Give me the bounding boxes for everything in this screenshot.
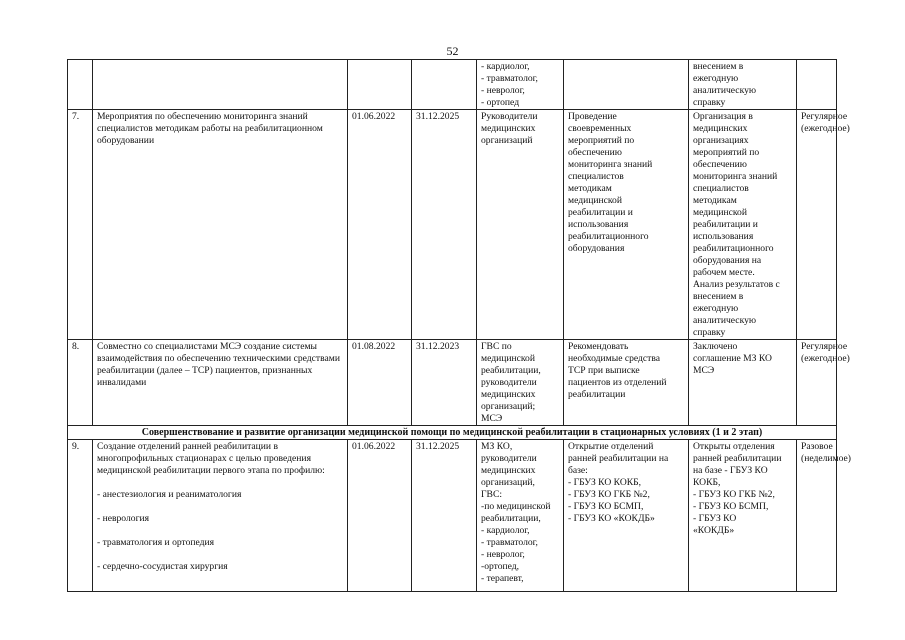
cell-line: организаций;	[481, 401, 536, 412]
cell-line: - ГБУЗ КО БСМП,	[693, 501, 769, 512]
cell-line: - терапевт,	[481, 573, 524, 584]
cell-frequency	[797, 340, 850, 426]
cell-activity	[93, 60, 348, 110]
activity-item: - травматология и ортопедия	[97, 537, 215, 548]
cell-line: МСЭ	[481, 413, 503, 424]
activity-item: - неврология	[97, 513, 150, 524]
cell-line: на базе - ГБУЗ КО	[693, 465, 768, 476]
cell-line: Разовое	[801, 441, 833, 452]
cell-end-date	[412, 60, 477, 110]
cell-line: -по медицинской	[481, 501, 551, 512]
cell-expected-result	[564, 60, 689, 110]
cell-line: медицинских	[481, 123, 536, 134]
cell-line: Организация в	[693, 111, 753, 122]
cell-start-date	[348, 60, 412, 110]
cell-expected-result	[564, 340, 689, 426]
table-row-7	[68, 110, 837, 340]
cell-line: мероприятий по	[693, 147, 760, 158]
table-row-9	[68, 440, 837, 592]
cell-responsible	[477, 440, 564, 592]
cell-number: 7.	[68, 110, 93, 340]
cell-line: МЗ КО,	[481, 441, 513, 452]
cell-line: аналитическую	[693, 315, 757, 326]
cell-line: ранней реабилитации на	[568, 453, 669, 464]
cell-line: - ГБУЗ КО «КОКДБ»	[568, 513, 655, 524]
cell-end-date: 31.12.2023	[412, 340, 477, 426]
cell-line: (ежегодное)	[801, 353, 850, 364]
cell-line: мероприятий по	[568, 135, 635, 146]
cell-line: медицинской	[693, 207, 747, 218]
cell-frequency	[797, 60, 837, 110]
cell-line: внесением в	[693, 61, 744, 72]
cell-line: обеспечению	[568, 147, 622, 158]
cell-line: ТСР при выписке	[568, 365, 640, 376]
cell-line: ежегодную	[693, 73, 739, 84]
cell-start-date: 01.06.2022	[348, 110, 412, 340]
cell-line: реабилитации,	[481, 365, 541, 376]
cell-line: Открытие отделений	[568, 441, 654, 452]
cell-line: (ежегодное)	[801, 123, 850, 134]
cell-line: реабилитации	[568, 389, 626, 400]
cell-line: своевременных	[568, 123, 632, 134]
cell-line: необходимые средства	[568, 353, 661, 364]
cell-line: оборудования на	[693, 255, 762, 266]
cell-line: внесением в	[693, 291, 744, 302]
cell-line: использования	[568, 219, 629, 230]
table-row-continuation	[68, 60, 837, 110]
cell-line: ранней реабилитации	[693, 453, 782, 464]
table-row-8	[68, 340, 837, 426]
cell-indicator	[689, 60, 797, 110]
section-title: Совершенствование и развитие организации медицинской помощи по медицинской реабилитации в стационарных условиях (1 и 2 этап)	[68, 426, 837, 440]
cell-line: - невролог,	[481, 85, 525, 96]
cell-responsible	[477, 110, 564, 340]
cell-line: Рекомендовать	[568, 341, 629, 352]
cell-indicator	[689, 340, 797, 426]
cell-line: обеспечению	[693, 159, 747, 170]
cell-indicator	[689, 440, 797, 592]
cell-line: - травматолог,	[481, 537, 538, 548]
cell-end-date: 31.12.2025	[412, 440, 477, 592]
cell-line: - ГБУЗ КО	[693, 513, 737, 524]
cell-line: методикам	[568, 183, 612, 194]
cell-line: Проведение	[568, 111, 617, 122]
cell-line: реабилитации,	[481, 513, 541, 524]
cell-frequency	[797, 440, 851, 592]
cell-start-date: 01.06.2022	[348, 440, 412, 592]
cell-line: Анализ результатов с	[693, 279, 780, 290]
cell-activity	[93, 340, 348, 426]
cell-line: реабилитационного	[693, 243, 774, 254]
cell-line: организаций	[481, 135, 533, 146]
cell-line: организаций,	[481, 477, 535, 488]
page-number: 52	[446, 44, 459, 58]
cell-line: ежегодную	[693, 303, 739, 314]
cell-line: оборудования	[568, 243, 625, 254]
cell-line: - ГБУЗ КО БСМП,	[568, 501, 644, 512]
cell-responsible	[477, 340, 564, 426]
cell-line: «КОКДБ»	[693, 525, 735, 536]
section-header-row	[68, 426, 837, 440]
cell-line: - ГБУЗ КО КОКБ,	[568, 477, 642, 488]
cell-line: соглашение МЗ КО	[693, 353, 772, 364]
cell-line: - травматолог,	[481, 73, 538, 84]
cell-line: мониторинга знаний	[693, 171, 778, 182]
cell-line: справку	[693, 97, 726, 108]
cell-line: ГВС по	[481, 341, 512, 352]
cell-number	[68, 60, 93, 110]
cell-line: МСЭ	[693, 365, 715, 376]
cell-line: специалистов	[568, 171, 624, 182]
cell-line: реабилитационного	[568, 231, 649, 242]
cell-responsible	[477, 60, 564, 110]
cell-indicator	[689, 110, 797, 340]
cell-line: медицинских	[693, 123, 748, 134]
cell-line: базе:	[568, 465, 588, 476]
cell-expected-result	[564, 440, 689, 592]
cell-line: реабилитации и	[693, 219, 758, 230]
cell-frequency	[797, 110, 850, 340]
cell-line: пациентов из отделений	[568, 377, 667, 388]
cell-line: Регулярное	[801, 111, 848, 122]
cell-line: мониторинга знаний	[568, 159, 653, 170]
cell-line: руководители	[481, 453, 537, 464]
cell-line: - кардиолог,	[481, 525, 530, 536]
cell-line: - ортопед	[481, 97, 520, 108]
cell-line: аналитическую	[693, 85, 757, 96]
cell-line: (неделимое)	[801, 453, 851, 464]
cell-line: - ГБУЗ КО ГКБ №2,	[568, 489, 650, 500]
cell-start-date: 01.08.2022	[348, 340, 412, 426]
cell-number: 9.	[68, 440, 93, 592]
cell-line: реабилитации и	[568, 207, 633, 218]
cell-line: руководители	[481, 377, 537, 388]
cell-line: рабочем месте.	[693, 267, 755, 278]
cell-line: Руководители	[481, 111, 538, 122]
activity-item: - сердечно-сосудистая хирургия	[97, 561, 228, 572]
cell-line: медицинских	[481, 389, 536, 400]
cell-end-date: 31.12.2025	[412, 110, 477, 340]
activity-text: Мероприятия по обеспечению мониторинга знаний специалистов методикам работы на реабилитационном оборудовании	[97, 111, 323, 146]
cell-line: медицинской	[481, 353, 535, 364]
cell-line: Регулярное	[801, 341, 848, 352]
cell-line: справку	[693, 327, 726, 338]
cell-line: использования	[693, 231, 754, 242]
cell-line: - невролог,	[481, 549, 525, 560]
cell-expected-result	[564, 110, 689, 340]
cell-line: медицинской	[568, 195, 622, 206]
cell-line: специалистов	[693, 183, 749, 194]
cell-line: - ГБУЗ КО ГКБ №2,	[693, 489, 775, 500]
cell-line: медицинских	[481, 465, 536, 476]
cell-line: Заключено	[693, 341, 738, 352]
cell-line: ГВС:	[481, 489, 503, 500]
activities-table	[67, 59, 851, 592]
cell-activity	[93, 440, 348, 592]
cell-line: организациях	[693, 135, 749, 146]
cell-line: -ортопед,	[481, 561, 520, 572]
cell-line: КОКБ,	[693, 477, 721, 488]
cell-line: - кардиолог,	[481, 61, 530, 72]
cell-line: методикам	[693, 195, 737, 206]
cell-line: Открыты отделения	[693, 441, 775, 452]
cell-number: 8.	[68, 340, 93, 426]
activity-intro: Создание отделений ранней реабилитации в многопрофильных стационарах с целью проведения медицинской реабилитации первого этапа по профилю:	[97, 441, 325, 476]
activity-text: Совместно со специалистами МСЭ создание системы взаимодействия по обеспечению техническими средствами реабилитации (далее – ТСР) пациентов, признанных инвалидами	[97, 341, 340, 388]
activity-item: - анестезиология и реаниматология	[97, 489, 242, 500]
cell-activity	[93, 110, 348, 340]
